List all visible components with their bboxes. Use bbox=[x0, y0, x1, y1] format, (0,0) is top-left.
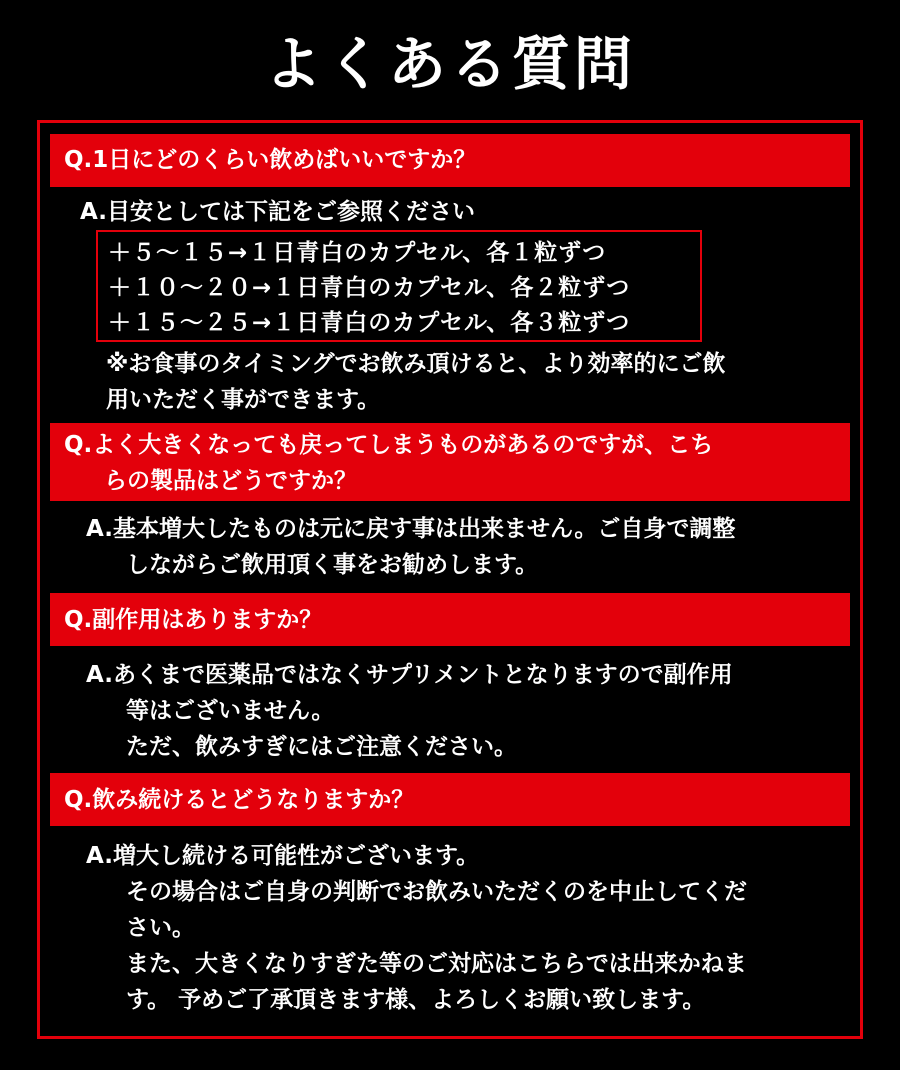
dosage-row: ＋１５～２５→１日青白のカプセル、各３粒ずつ bbox=[108, 310, 631, 336]
faq-answer-1-note: ※お食事のタイミングでお飲み頂けると、より効率的にご飲 bbox=[106, 351, 726, 377]
faq-answer-4: また、大きくなりすぎた等のご対応はこちらでは出来かねま bbox=[126, 951, 747, 977]
question-text: Q.飲み続けるとどうなりますか？ bbox=[64, 787, 415, 813]
faq-question-1 bbox=[50, 134, 850, 187]
faq-answer-4: A.増大し続ける可能性がございます。 bbox=[86, 843, 480, 869]
faq-answer-3: A.あくまで医薬品ではなくサプリメントとなりますので副作用 bbox=[86, 662, 733, 688]
question-text: Q.1日にどのくらい飲めばいいですか？ bbox=[64, 147, 477, 173]
faq-answer-1-note: 用いただく事ができます。 bbox=[106, 387, 381, 413]
dosage-row: ＋５～１５→１日青白のカプセル、各１粒ずつ bbox=[108, 240, 607, 266]
question-text: らの製品はどうですか？ bbox=[104, 468, 357, 494]
faq-answer-4: その場合はご自身の判断でお飲みいただくのを中止してくだ bbox=[126, 879, 747, 905]
faq-answer-1-intro: A.目安としては下記をご参照ください bbox=[80, 199, 475, 225]
faq-question-2 bbox=[50, 423, 850, 501]
question-text: Q.副作用はありますか？ bbox=[64, 607, 323, 633]
faq-question-4 bbox=[50, 773, 850, 826]
faq-answer-3: ただ、飲みすぎにはご注意ください。 bbox=[126, 734, 517, 760]
faq-answer-3: 等はございません。 bbox=[126, 698, 335, 724]
faq-answer-2: しながらご飲用頂く事をお勧めします。 bbox=[126, 552, 539, 578]
faq-question-3 bbox=[50, 593, 850, 646]
dosage-row: ＋１０～２０→１日青白のカプセル、各２粒ずつ bbox=[108, 275, 631, 301]
faq-answer-4: す。 予めご了承頂きます様、よろしくお願い致します。 bbox=[126, 987, 706, 1013]
faq-answer-2: A.基本増大したものは元に戻す事は出来ません。ご自身で調整 bbox=[86, 516, 736, 542]
question-text: Q.よく大きくなっても戻ってしまうものがあるのですが、こち bbox=[64, 432, 714, 458]
page-title: よくある質問 bbox=[263, 30, 636, 98]
faq-answer-4: さい。 bbox=[126, 915, 195, 941]
